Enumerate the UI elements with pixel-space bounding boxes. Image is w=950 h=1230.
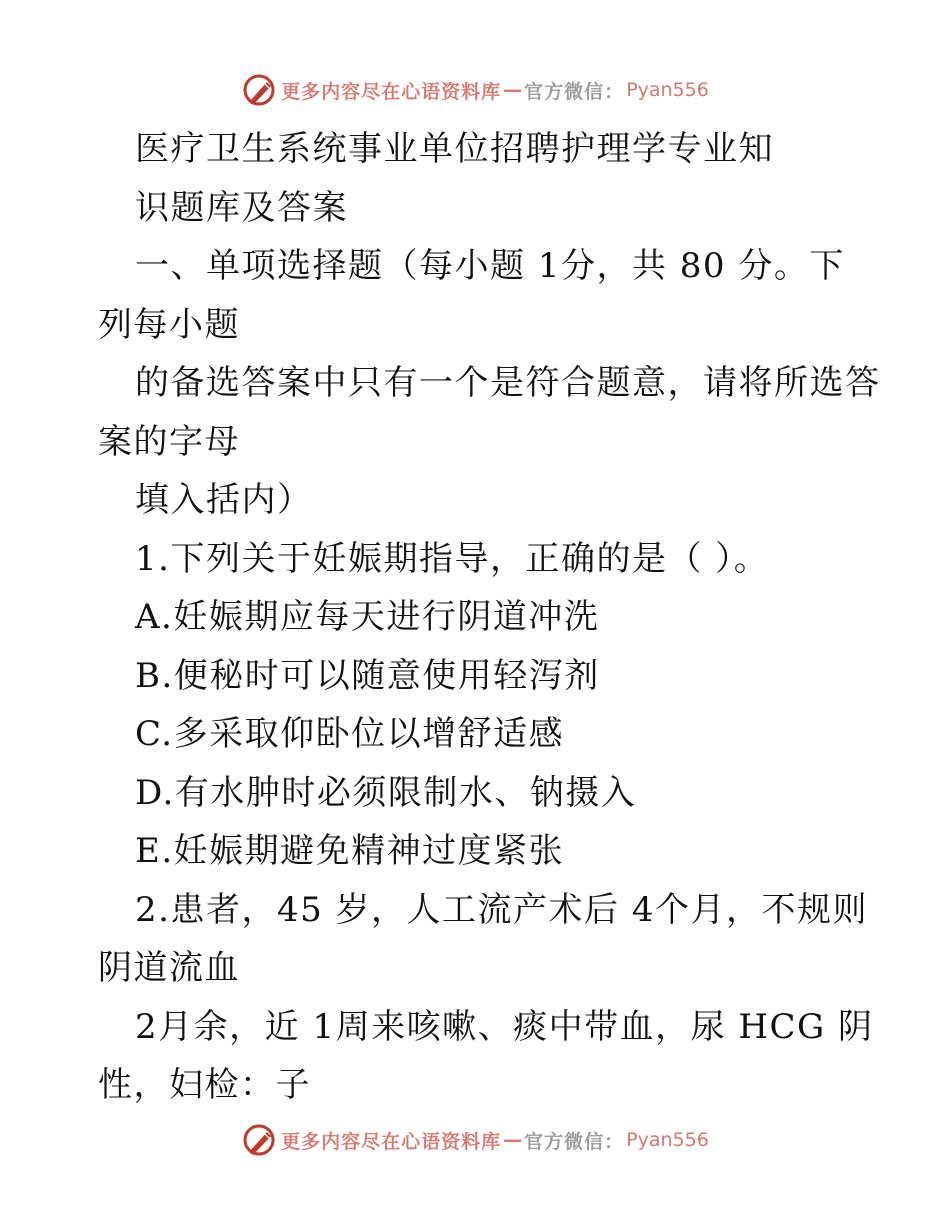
banner-dash: —	[503, 1129, 523, 1151]
text-line: 1.下列关于妊娠期指导，正确的是（ ）。	[135, 538, 770, 579]
text-line: D.有水肿时必须限制水、钠摄入	[135, 772, 637, 813]
text-line: 案的字母	[98, 421, 240, 462]
banner-dash: —	[503, 79, 523, 101]
banner-main-text: 更多内容尽在心语资料库	[281, 80, 502, 103]
banner-main-text: 更多内容尽在心语资料库	[281, 1130, 502, 1153]
pen-logo-icon	[241, 72, 277, 108]
text-line: 列每小题	[98, 304, 240, 345]
document-body	[98, 120, 888, 1115]
text-line: 医疗卫生系统事业单位招聘护理学专业知	[135, 129, 774, 169]
text-line: A.妊娠期应每天进行阴道冲洗	[135, 597, 600, 637]
text-line: 性，妇检：子	[98, 1065, 311, 1105]
text-line: 填入括内）	[135, 480, 313, 520]
pen-logo-icon	[241, 1122, 277, 1158]
banner-official-label: 官方微信：	[524, 80, 625, 103]
text-line: 一、单项选择题（每小题 1分，共 80 分。下	[135, 246, 845, 286]
text-line: 识题库及答案	[135, 187, 348, 228]
banner-wechat-id: Pyan556	[626, 79, 709, 101]
text-line: C.多采取仰卧位以增舒适感	[135, 714, 565, 754]
text-line: 的备选答案中只有一个是符合题意，请将所选答	[135, 363, 881, 403]
header-banner	[0, 70, 950, 110]
text-line: 2月余，近 1周来咳嗽、痰中带血，尿 HCG 阴	[135, 1006, 874, 1047]
text-line: 阴道流血	[98, 948, 240, 988]
text-line: B.便秘时可以随意使用轻泻剂	[135, 655, 600, 696]
footer-banner	[0, 1120, 950, 1160]
text-line: 2.患者，45 岁，人工流产术后 4个月，不规则	[135, 889, 868, 930]
text-line: E.妊娠期避免精神过度紧张	[135, 831, 565, 871]
banner-wechat-id: Pyan556	[626, 1129, 709, 1151]
banner-official-label: 官方微信：	[524, 1130, 625, 1153]
